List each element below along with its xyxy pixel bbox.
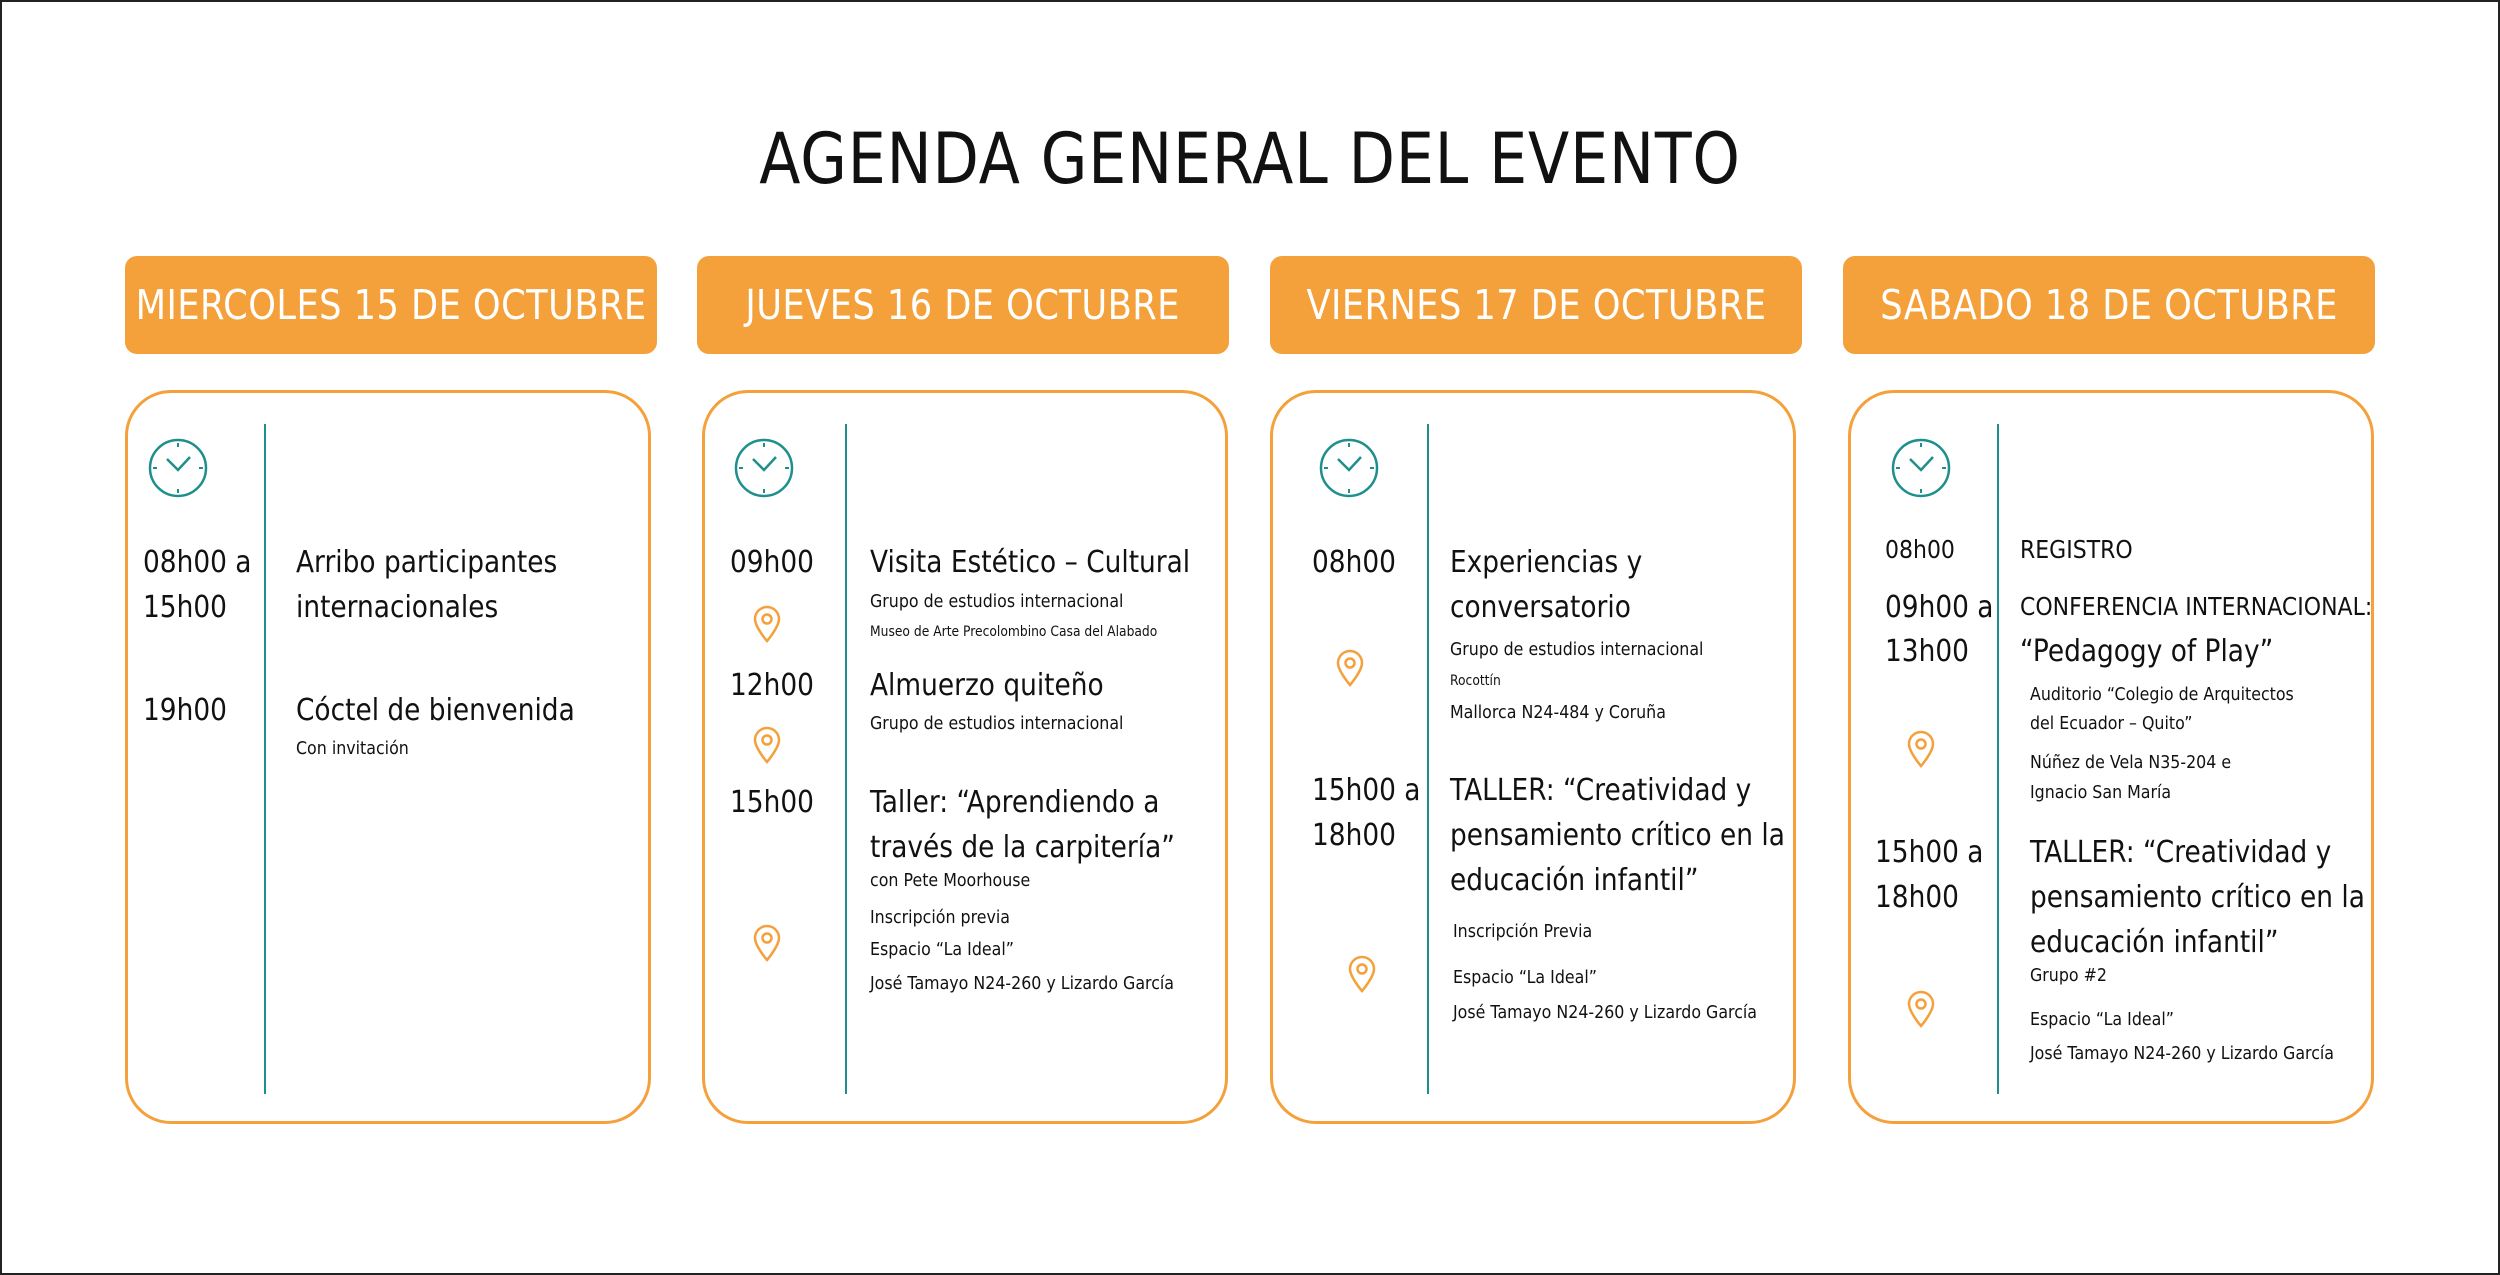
day-header-wednesday: MIERCOLES 15 DE OCTUBRE [125, 256, 657, 354]
event-time: 08h00 a [143, 545, 252, 580]
location-pin-icon [1335, 649, 1365, 687]
event-place: Rocottín [1450, 673, 1501, 689]
event-address: Mallorca N24-484 y Coruña [1450, 702, 1666, 723]
event-title: “Pedagogy of Play” [2020, 634, 2274, 669]
event-speaker: con Pete Moorhouse [870, 870, 1031, 891]
event-time: 08h00 [1312, 545, 1396, 580]
clock-icon [147, 437, 209, 499]
location-pin-icon [752, 605, 782, 643]
event-group: Grupo de estudios internacional [1450, 639, 1704, 660]
event-title: Experiencias y [1450, 545, 1643, 580]
event-time: 13h00 [1885, 634, 1969, 669]
event-title: conversatorio [1450, 590, 1631, 625]
location-pin-icon [752, 726, 782, 764]
event-title: Arribo participantes [296, 545, 558, 580]
event-time: 15h00 [143, 590, 227, 625]
day-header-saturday: SABADO 18 DE OCTUBRE [1843, 256, 2375, 354]
event-group: Grupo de estudios internacional [870, 713, 1124, 734]
event-group: Grupo de estudios internacional [870, 591, 1124, 612]
event-place: del Ecuador – Quito” [2030, 713, 2193, 734]
card-divider [1427, 424, 1429, 1094]
page-title: AGENDA GENERAL DEL EVENTO [759, 118, 1741, 200]
event-time: 18h00 [1312, 818, 1396, 853]
event-title: Visita Estético – Cultural [870, 545, 1191, 580]
event-note: Inscripción Previa [1453, 921, 1593, 942]
event-title: Taller: “Aprendiendo a [870, 785, 1160, 820]
event-time: 09h00 [730, 545, 814, 580]
clock-icon [1890, 437, 1952, 499]
card-divider [264, 424, 266, 1094]
event-place: Museo de Arte Precolombino Casa del Alabado [870, 624, 1158, 640]
event-title: Cóctel de bienvenida [296, 693, 575, 728]
event-address: José Tamayo N24-260 y Lizardo García [870, 973, 1175, 994]
card-divider [845, 424, 847, 1094]
day-header-thursday: JUEVES 16 DE OCTUBRE [697, 256, 1229, 354]
event-note: Inscripción previa [870, 907, 1010, 928]
event-time: 15h00 [730, 785, 814, 820]
day-header-friday: VIERNES 17 DE OCTUBRE [1270, 256, 1802, 354]
event-group: Grupo #2 [2030, 965, 2107, 986]
location-pin-icon [1906, 730, 1936, 768]
event-title: CONFERENCIA INTERNACIONAL: [2020, 592, 2373, 621]
event-title: TALLER: “Creatividad y [2030, 835, 2332, 870]
event-title: internacionales [296, 590, 499, 625]
event-time: 18h00 [1875, 880, 1959, 915]
event-place: Auditorio “Colegio de Arquitectos [2030, 684, 2294, 705]
event-address: José Tamayo N24-260 y Lizardo García [1453, 1002, 1758, 1023]
event-title: pensamiento crítico en la [2030, 880, 2365, 915]
event-place: Espacio “La Ideal” [2030, 1009, 2174, 1030]
event-address: Ignacio San María [2030, 782, 2172, 803]
event-title: educación infantil” [2030, 925, 2279, 960]
event-title: través de la carpitería” [870, 830, 1175, 865]
event-place: Espacio “La Ideal” [870, 939, 1014, 960]
event-time: 15h00 a [1875, 835, 1984, 870]
location-pin-icon [752, 924, 782, 962]
card-divider [1997, 424, 1999, 1094]
clock-icon [733, 437, 795, 499]
event-title: pensamiento crítico en la [1450, 818, 1785, 853]
event-address: José Tamayo N24-260 y Lizardo García [2030, 1043, 2335, 1064]
event-time: 12h00 [730, 668, 814, 703]
event-title: REGISTRO [2020, 535, 2133, 564]
clock-icon [1318, 437, 1380, 499]
event-time: 09h00 a [1885, 590, 1994, 625]
event-title: Almuerzo quiteño [870, 668, 1104, 703]
location-pin-icon [1906, 990, 1936, 1028]
event-time: 15h00 a [1312, 773, 1421, 808]
event-title: TALLER: “Creatividad y [1450, 773, 1752, 808]
event-place: Espacio “La Ideal” [1453, 967, 1597, 988]
event-time: 19h00 [143, 693, 227, 728]
event-time: 08h00 [1885, 535, 1955, 564]
event-note: Con invitación [296, 738, 409, 759]
event-title: educación infantil” [1450, 863, 1699, 898]
location-pin-icon [1347, 955, 1377, 993]
event-address: Núñez de Vela N35-204 e [2030, 752, 2232, 773]
